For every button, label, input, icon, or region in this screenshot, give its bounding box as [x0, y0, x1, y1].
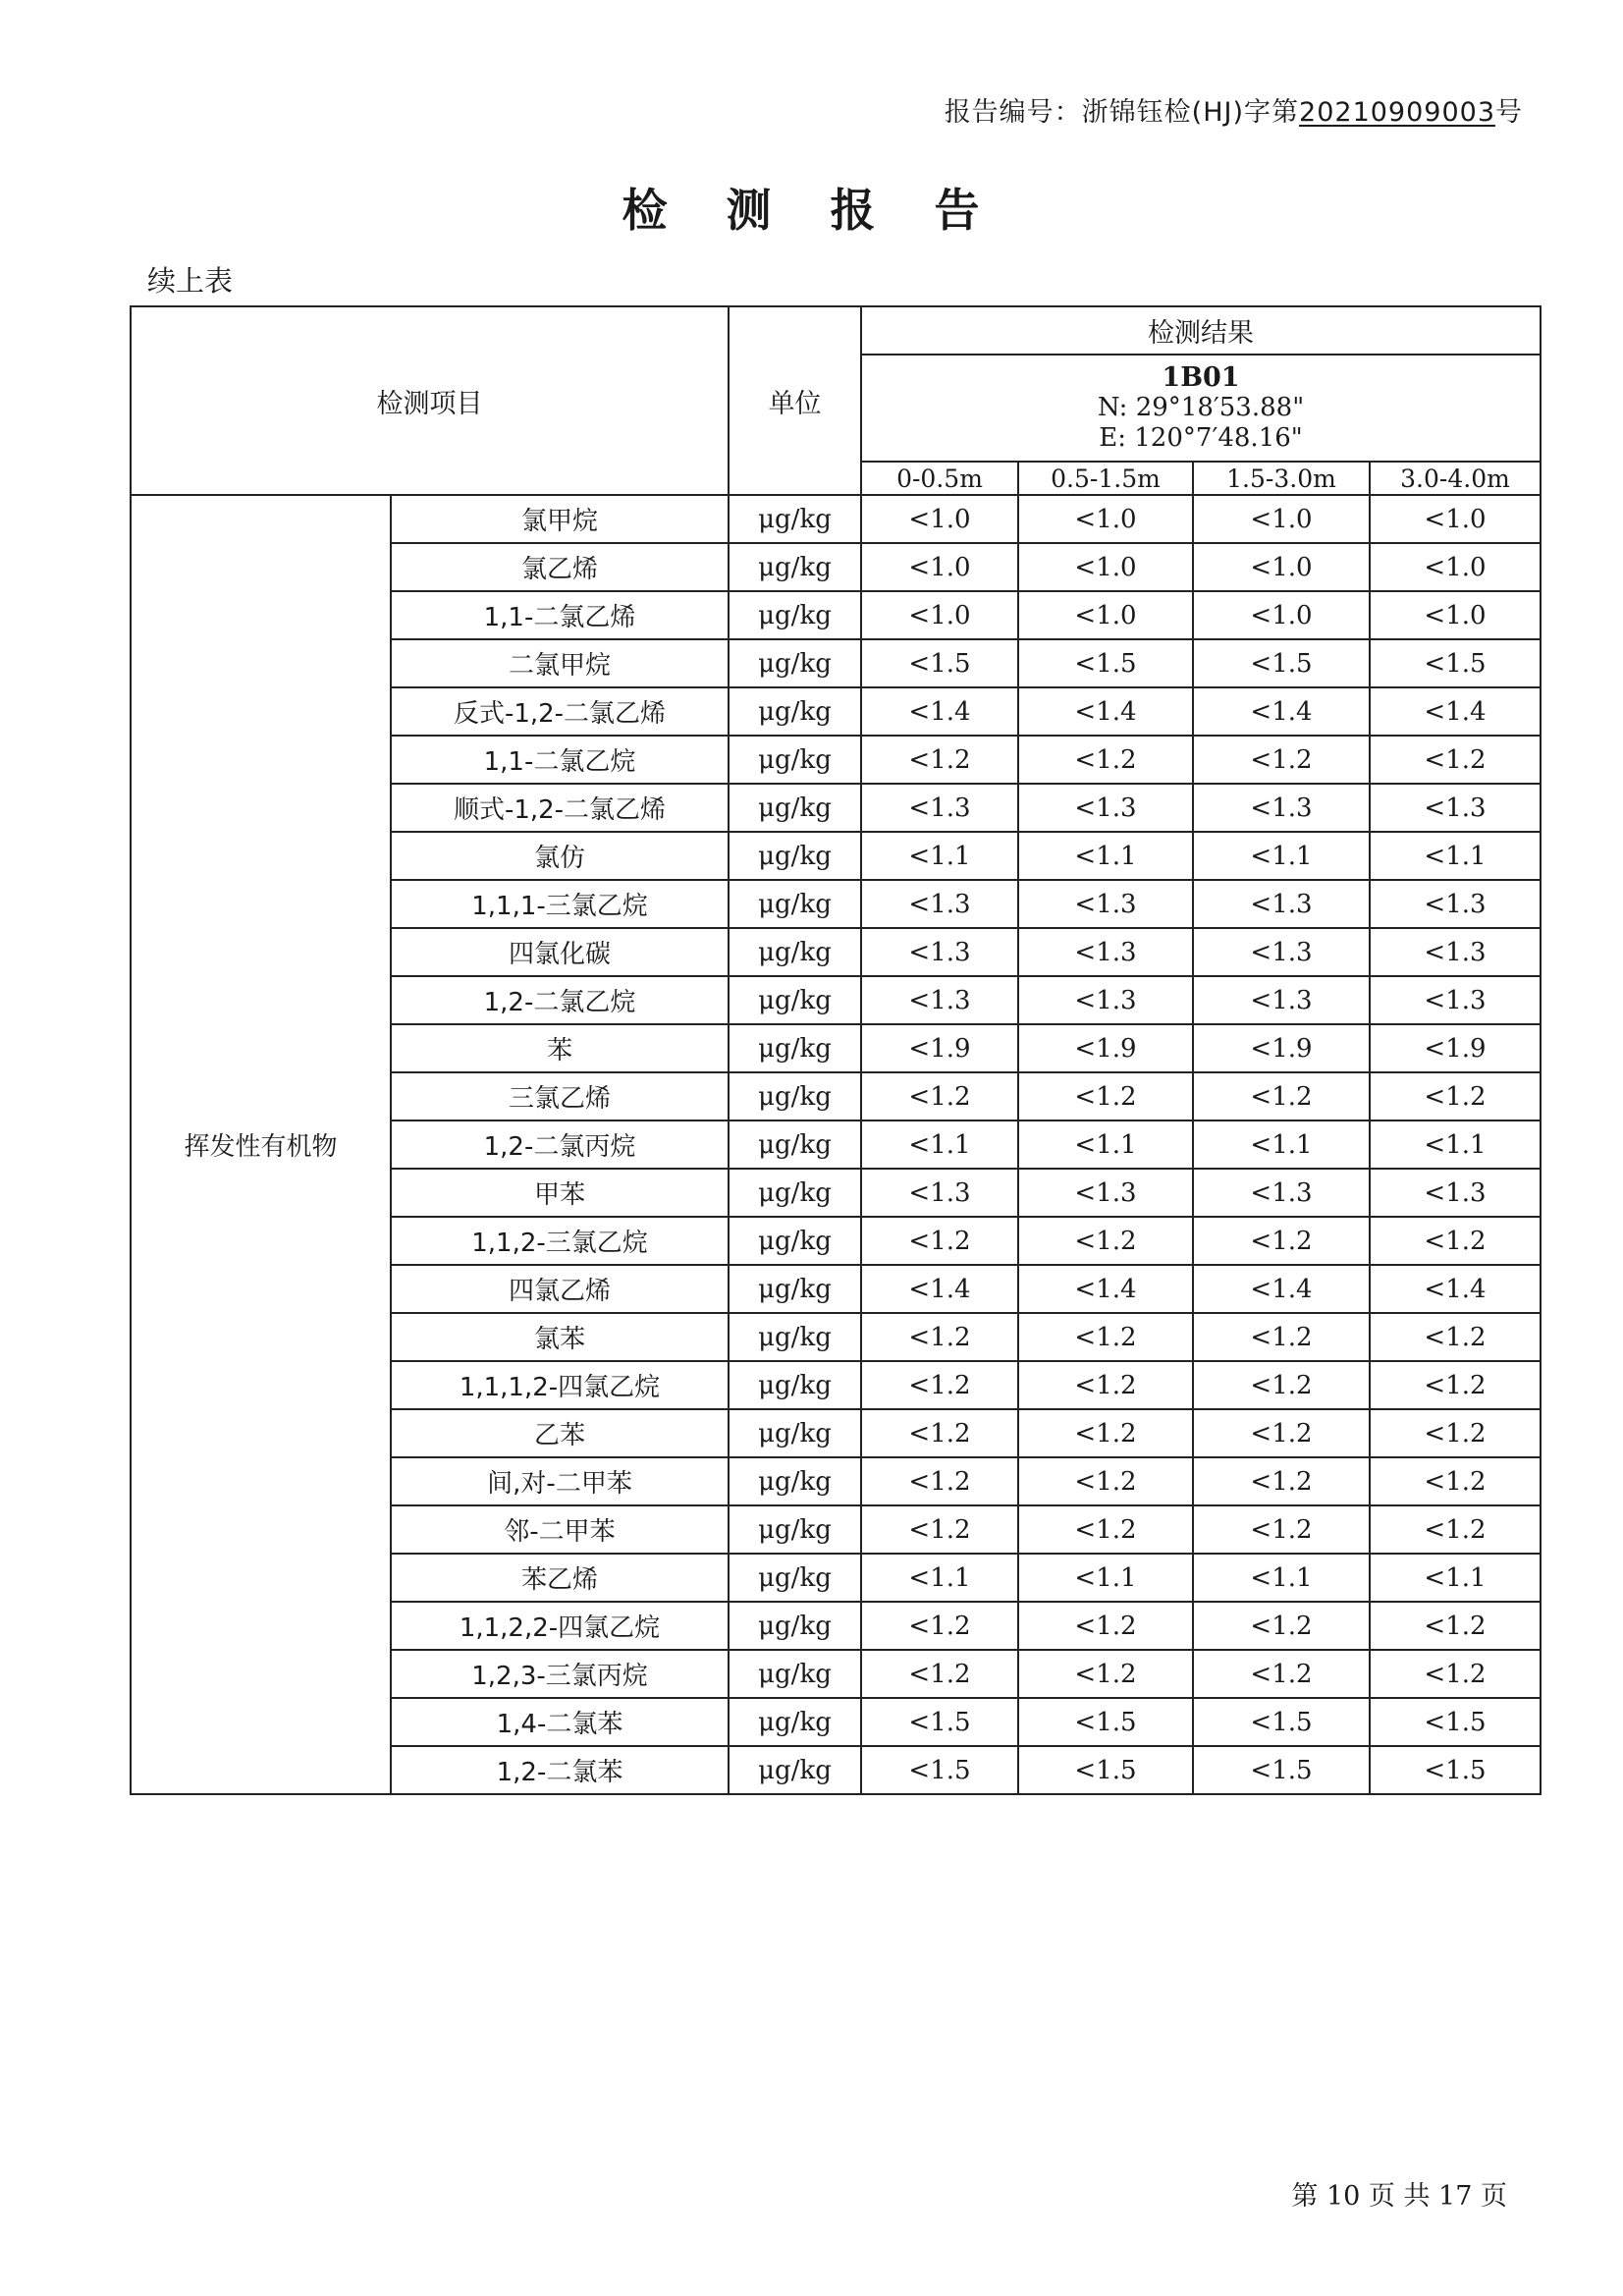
item-name: 1,2,3-三氯丙烷	[391, 1650, 729, 1698]
result-value: <1.1	[1018, 1554, 1193, 1602]
item-name: 1,2-二氯苯	[391, 1746, 729, 1794]
item-name: 氯乙烯	[391, 543, 729, 591]
result-value: <1.2	[861, 1409, 1018, 1457]
table-row	[131, 495, 1541, 543]
continued-label: 续上表	[147, 264, 234, 298]
report-number	[945, 90, 1523, 129]
result-value: <1.2	[1193, 1505, 1370, 1554]
result-value: <1.3	[1193, 784, 1370, 832]
result-value: <1.5	[1370, 1698, 1541, 1746]
result-value: <1.5	[861, 1698, 1018, 1746]
result-value: <1.2	[1193, 1457, 1370, 1505]
result-value: <1.2	[1370, 1072, 1541, 1121]
item-unit: μg/kg	[729, 832, 861, 880]
result-value: <1.2	[1193, 1650, 1370, 1698]
item-name: 顺式-1,2-二氯乙烯	[391, 784, 729, 832]
result-value: <1.4	[1370, 1265, 1541, 1313]
result-value: <1.2	[1018, 1409, 1193, 1457]
result-value: <1.3	[1193, 928, 1370, 976]
result-value: <1.3	[861, 976, 1018, 1024]
item-unit: μg/kg	[729, 1554, 861, 1602]
item-name: 1,2-二氯乙烷	[391, 976, 729, 1024]
item-unit: μg/kg	[729, 1361, 861, 1409]
result-value: <1.4	[1193, 687, 1370, 736]
item-name: 邻-二甲苯	[391, 1505, 729, 1554]
result-value: <1.2	[861, 1650, 1018, 1698]
item-unit: μg/kg	[729, 687, 861, 736]
result-value: <1.4	[1018, 687, 1193, 736]
result-value: <1.2	[1018, 1313, 1193, 1361]
item-unit: μg/kg	[729, 1650, 861, 1698]
result-value: <1.0	[861, 591, 1018, 639]
item-unit: μg/kg	[729, 928, 861, 976]
item-name: 三氯乙烯	[391, 1072, 729, 1121]
result-value: <1.3	[861, 784, 1018, 832]
result-value: <1.5	[1193, 1746, 1370, 1794]
item-name: 氯苯	[391, 1313, 729, 1361]
result-value: <1.2	[1370, 1602, 1541, 1650]
result-value: <1.2	[1370, 1361, 1541, 1409]
result-value: <1.2	[861, 1072, 1018, 1121]
item-unit: μg/kg	[729, 591, 861, 639]
result-value: <1.3	[1018, 880, 1193, 928]
result-value: <1.0	[1018, 543, 1193, 591]
result-value: <1.5	[861, 1746, 1018, 1794]
result-value: <1.1	[861, 1554, 1018, 1602]
result-value: <1.2	[861, 1457, 1018, 1505]
header-item: 检测项目	[131, 306, 729, 495]
item-unit: μg/kg	[729, 1169, 861, 1217]
item-unit: μg/kg	[729, 1313, 861, 1361]
result-value: <1.0	[1018, 591, 1193, 639]
report-number-label: 报告编号：浙锦钰检(HJ)字第	[944, 97, 1300, 128]
item-unit: μg/kg	[729, 976, 861, 1024]
result-value: <1.0	[1370, 543, 1541, 591]
page-number: 第 10 页 共 17 页	[1291, 2181, 1507, 2212]
result-value: <1.2	[1018, 1650, 1193, 1698]
result-value: <1.3	[861, 1169, 1018, 1217]
item-name: 苯乙烯	[391, 1554, 729, 1602]
result-value: <1.2	[1370, 1217, 1541, 1265]
result-value: <1.3	[1018, 784, 1193, 832]
result-value: <1.2	[1370, 1409, 1541, 1457]
result-value: <1.3	[1193, 1169, 1370, 1217]
result-value: <1.3	[1370, 784, 1541, 832]
item-unit: μg/kg	[729, 1698, 861, 1746]
result-value: <1.2	[1018, 1505, 1193, 1554]
item-unit: μg/kg	[729, 1505, 861, 1554]
result-value: <1.1	[1018, 832, 1193, 880]
item-unit: μg/kg	[729, 1602, 861, 1650]
result-value: <1.2	[861, 736, 1018, 784]
result-value: <1.2	[1193, 1409, 1370, 1457]
item-name: 1,4-二氯苯	[391, 1698, 729, 1746]
item-name: 反式-1,2-二氯乙烯	[391, 687, 729, 736]
result-value: <1.0	[1370, 495, 1541, 543]
result-value: <1.1	[861, 1121, 1018, 1169]
item-name: 1,1,1,2-四氯乙烷	[391, 1361, 729, 1409]
result-value: <1.2	[1018, 1361, 1193, 1409]
result-value: <1.3	[1193, 976, 1370, 1024]
category-cell: 挥发性有机物	[131, 495, 391, 1794]
result-value: <1.2	[861, 1361, 1018, 1409]
item-unit: μg/kg	[729, 543, 861, 591]
result-value: <1.3	[1018, 1169, 1193, 1217]
result-value: <1.0	[1193, 591, 1370, 639]
result-value: <1.5	[861, 639, 1018, 687]
result-value: <1.3	[1370, 880, 1541, 928]
item-unit: μg/kg	[729, 1746, 861, 1794]
depth-header: 0.5-1.5m	[1018, 462, 1193, 495]
result-value: <1.2	[861, 1505, 1018, 1554]
item-name: 甲苯	[391, 1169, 729, 1217]
item-name: 1,2-二氯丙烷	[391, 1121, 729, 1169]
result-value: <1.3	[1018, 976, 1193, 1024]
item-unit: μg/kg	[729, 1409, 861, 1457]
result-value: <1.1	[1370, 1121, 1541, 1169]
result-value: <1.0	[861, 495, 1018, 543]
item-unit: μg/kg	[729, 784, 861, 832]
result-value: <1.1	[1018, 1121, 1193, 1169]
result-value: <1.2	[1018, 1602, 1193, 1650]
result-value: <1.2	[1193, 736, 1370, 784]
item-name: 四氯乙烯	[391, 1265, 729, 1313]
item-unit: μg/kg	[729, 1457, 861, 1505]
depth-header: 0-0.5m	[861, 462, 1018, 495]
result-value: <1.9	[1018, 1024, 1193, 1072]
result-value: <1.3	[1370, 976, 1541, 1024]
item-unit: μg/kg	[729, 880, 861, 928]
result-value: <1.9	[861, 1024, 1018, 1072]
item-name: 1,1-二氯乙烷	[391, 736, 729, 784]
result-value: <1.1	[861, 832, 1018, 880]
item-name: 乙苯	[391, 1409, 729, 1457]
header-results: 检测结果	[861, 306, 1541, 355]
result-value: <1.2	[1018, 736, 1193, 784]
header-unit: 单位	[729, 306, 861, 495]
result-value: <1.4	[861, 687, 1018, 736]
result-value: <1.0	[1370, 591, 1541, 639]
result-value: <1.0	[861, 543, 1018, 591]
item-unit: μg/kg	[729, 639, 861, 687]
item-unit: μg/kg	[729, 1217, 861, 1265]
result-value: <1.2	[1193, 1072, 1370, 1121]
item-unit: μg/kg	[729, 495, 861, 543]
result-value: <1.0	[1193, 543, 1370, 591]
item-name: 四氯化碳	[391, 928, 729, 976]
result-value: <1.5	[1018, 639, 1193, 687]
depth-header: 3.0-4.0m	[1370, 462, 1541, 495]
result-value: <1.4	[861, 1265, 1018, 1313]
result-value: <1.5	[1370, 1746, 1541, 1794]
item-name: 1,1,2-三氯乙烷	[391, 1217, 729, 1265]
result-value: <1.1	[1193, 1554, 1370, 1602]
result-value: <1.5	[1018, 1698, 1193, 1746]
result-value: <1.1	[1193, 832, 1370, 880]
depth-header: 1.5-3.0m	[1193, 462, 1370, 495]
site-code: 1B01	[1162, 362, 1240, 393]
result-value: <1.5	[1370, 639, 1541, 687]
header-site	[861, 355, 1541, 462]
result-value: <1.3	[861, 928, 1018, 976]
item-name: 苯	[391, 1024, 729, 1072]
item-unit: μg/kg	[729, 1072, 861, 1121]
item-name: 1,1-二氯乙烯	[391, 591, 729, 639]
result-value: <1.2	[1370, 1457, 1541, 1505]
result-value: <1.3	[861, 880, 1018, 928]
result-value: <1.2	[1193, 1217, 1370, 1265]
item-unit: μg/kg	[729, 736, 861, 784]
result-value: <1.2	[1193, 1361, 1370, 1409]
result-value: <1.5	[1193, 1698, 1370, 1746]
result-value: <1.1	[1193, 1121, 1370, 1169]
result-value: <1.3	[1193, 880, 1370, 928]
item-unit: μg/kg	[729, 1121, 861, 1169]
result-value: <1.2	[1018, 1457, 1193, 1505]
results-table	[130, 305, 1542, 1795]
result-value: <1.2	[1370, 736, 1541, 784]
item-unit: μg/kg	[729, 1024, 861, 1072]
result-value: <1.0	[1193, 495, 1370, 543]
item-name: 氯甲烷	[391, 495, 729, 543]
item-name: 二氯甲烷	[391, 639, 729, 687]
result-value: <1.3	[1370, 928, 1541, 976]
result-value: <1.2	[1370, 1505, 1541, 1554]
item-unit: μg/kg	[729, 1265, 861, 1313]
result-value: <1.2	[1018, 1217, 1193, 1265]
result-value: <1.2	[861, 1217, 1018, 1265]
result-value: <1.2	[1193, 1313, 1370, 1361]
result-value: <1.3	[1370, 1169, 1541, 1217]
result-value: <1.3	[1018, 928, 1193, 976]
item-name: 氯仿	[391, 832, 729, 880]
result-value: <1.2	[1370, 1313, 1541, 1361]
result-value: <1.2	[1370, 1650, 1541, 1698]
report-number-suffix: 号	[1495, 97, 1523, 128]
site-latitude: N: 29°18′53.88"	[1097, 393, 1305, 422]
item-name: 间,对-二甲苯	[391, 1457, 729, 1505]
result-value: <1.2	[1018, 1072, 1193, 1121]
result-value: <1.5	[1018, 1746, 1193, 1794]
result-value: <1.2	[861, 1602, 1018, 1650]
result-value: <1.1	[1370, 1554, 1541, 1602]
result-value: <1.1	[1370, 832, 1541, 880]
result-value: <1.4	[1018, 1265, 1193, 1313]
result-value: <1.4	[1370, 687, 1541, 736]
result-value: <1.9	[1370, 1024, 1541, 1072]
item-name: 1,1,1-三氯乙烷	[391, 880, 729, 928]
report-number-value: 20210909003	[1299, 97, 1495, 128]
item-name: 1,1,2,2-四氯乙烷	[391, 1602, 729, 1650]
result-value: <1.2	[1193, 1602, 1370, 1650]
site-longitude: E: 120°7′48.16"	[1099, 423, 1303, 453]
result-value: <1.4	[1193, 1265, 1370, 1313]
result-value: <1.5	[1193, 639, 1370, 687]
result-value: <1.0	[1018, 495, 1193, 543]
result-value: <1.2	[861, 1313, 1018, 1361]
page-title: 检 测 报 告	[622, 184, 1001, 237]
result-value: <1.9	[1193, 1024, 1370, 1072]
